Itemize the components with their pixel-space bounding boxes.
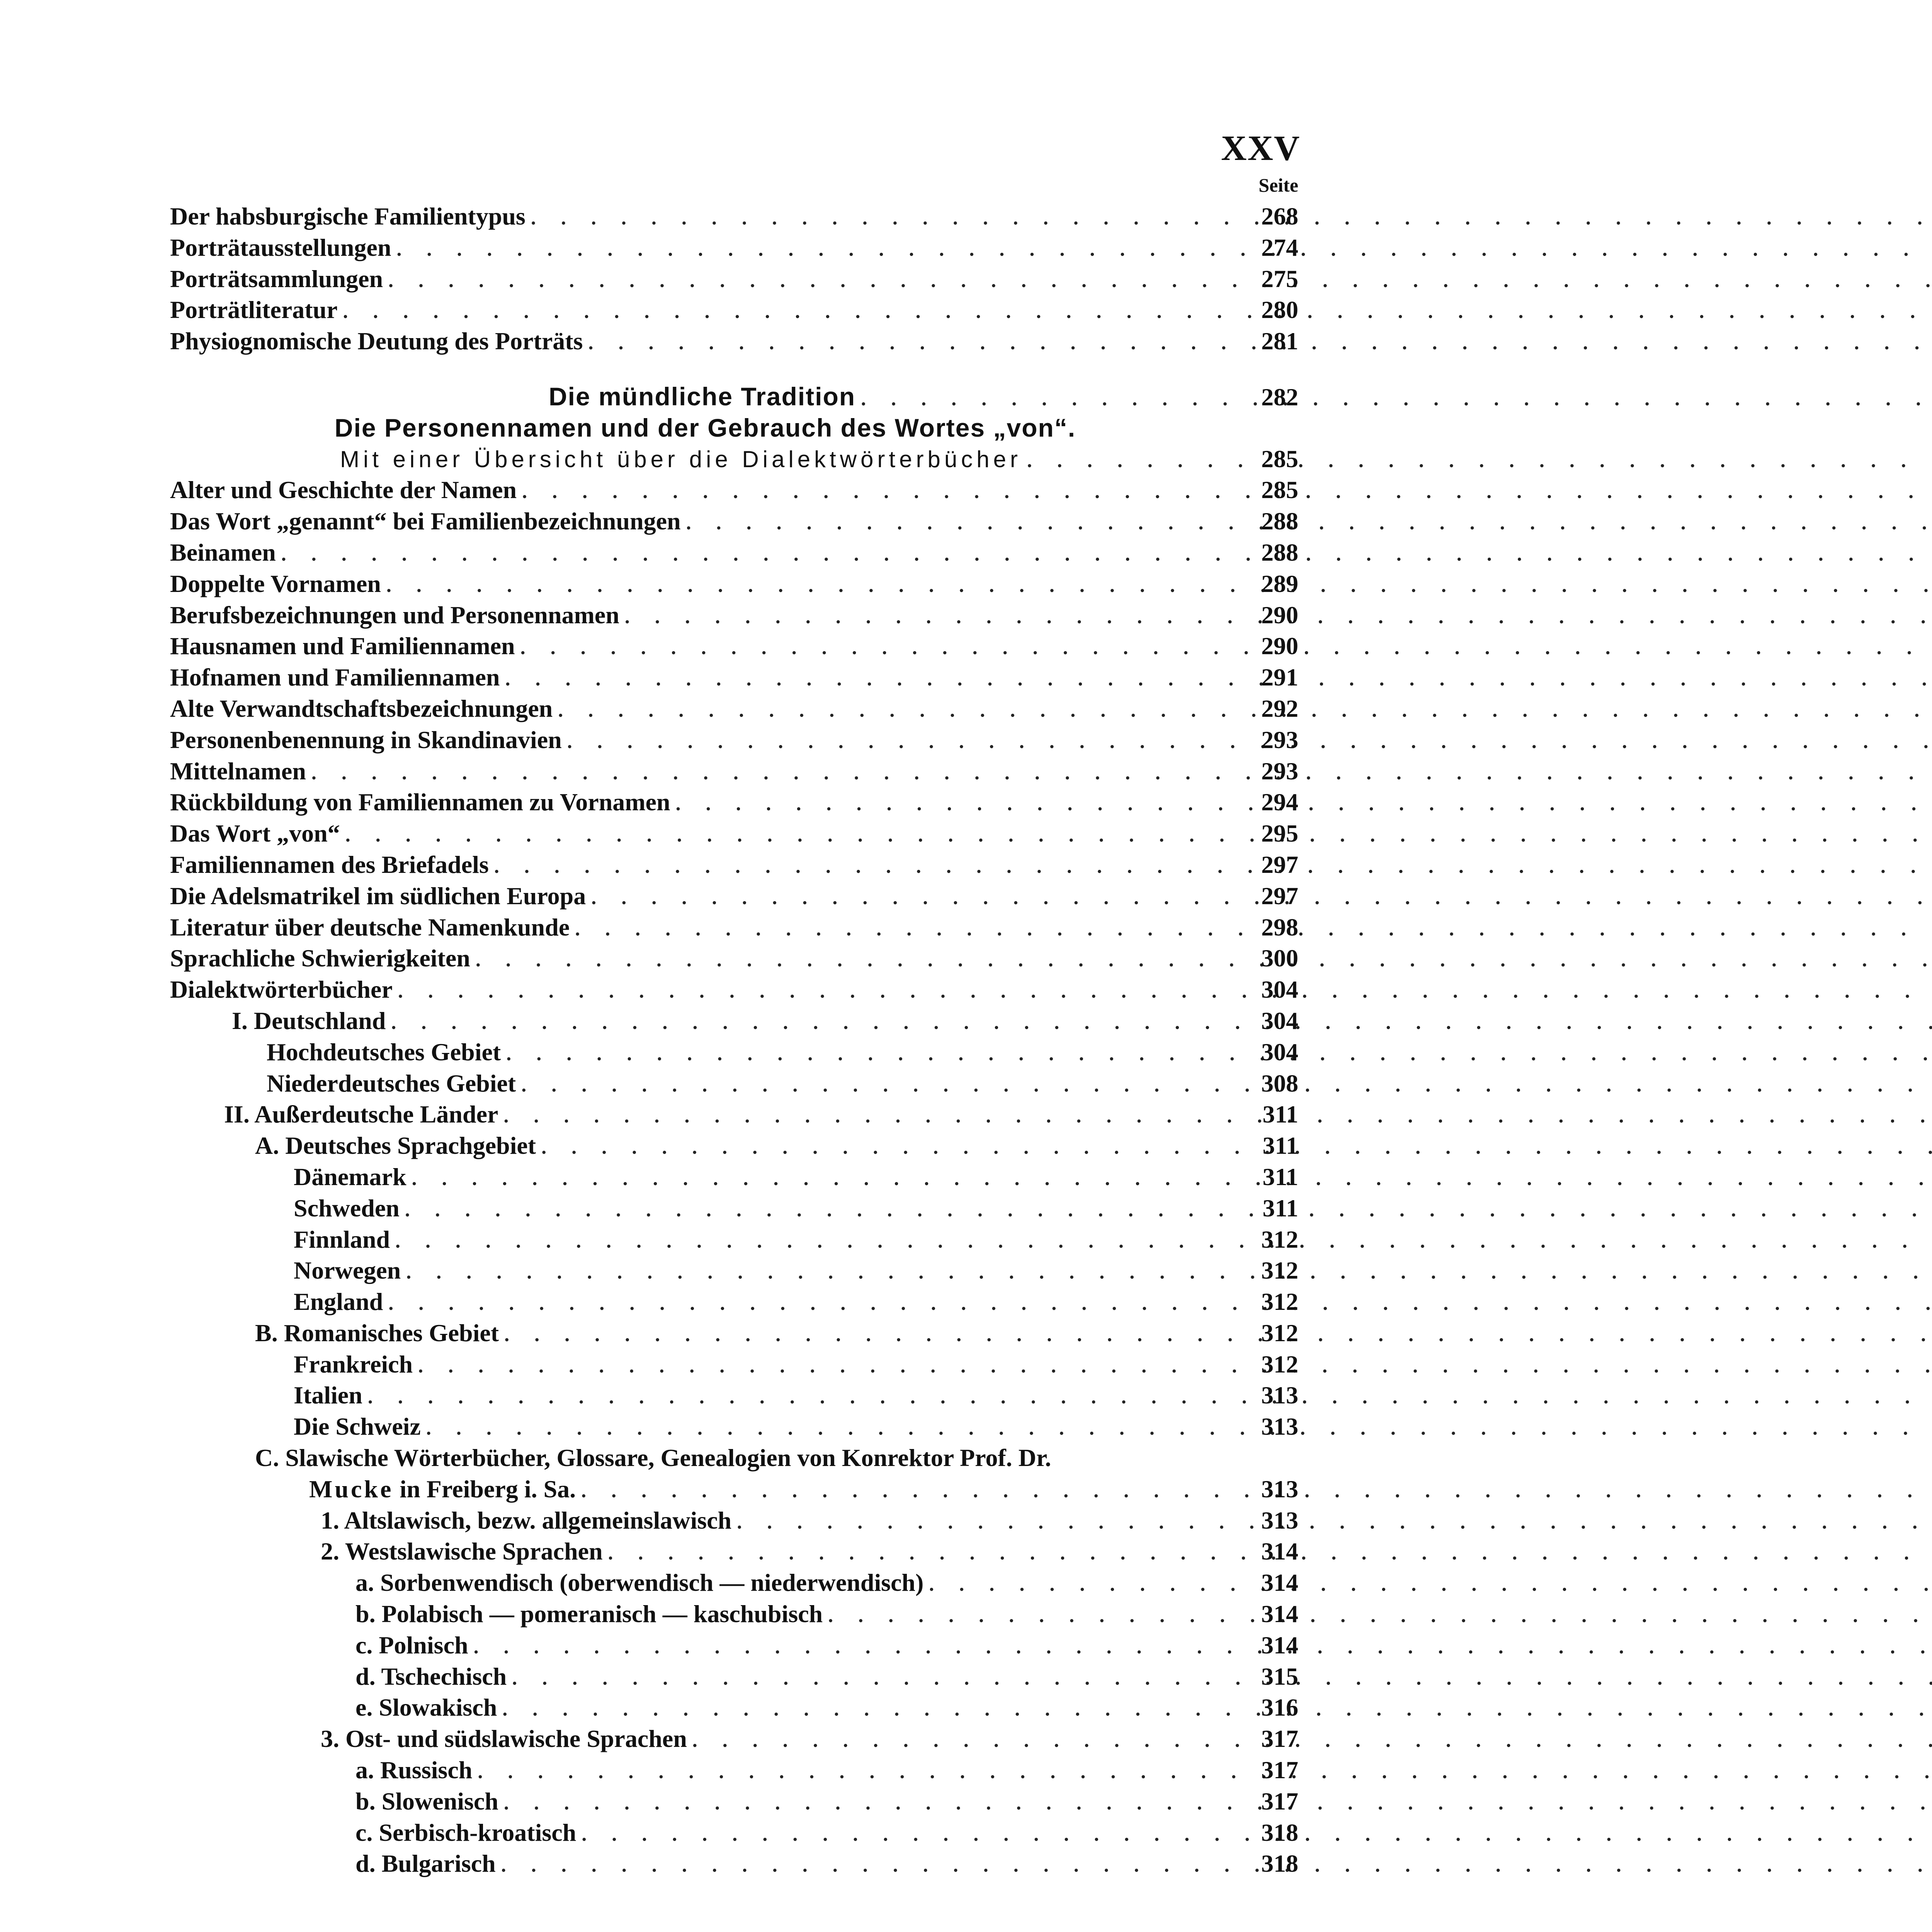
dot-leader bbox=[362, 1382, 1240, 1413]
dot-leader bbox=[586, 883, 1240, 914]
toc-entry-title: 2. Westslawische Sprachen bbox=[321, 1537, 603, 1565]
toc-entry bbox=[170, 1162, 1298, 1193]
toc-entry bbox=[170, 631, 1298, 662]
dot-leader bbox=[500, 664, 1240, 695]
toc-entry-page: 313 bbox=[1261, 1475, 1298, 1503]
toc-entry bbox=[170, 1349, 1298, 1380]
toc-entry-title: England bbox=[294, 1288, 383, 1316]
toc-entry bbox=[170, 1130, 1298, 1162]
toc-entry-title: 3. Ost- und südslawische Sprachen bbox=[321, 1725, 687, 1753]
section-subtitle-continued bbox=[170, 444, 1298, 475]
toc-entry bbox=[170, 232, 1298, 264]
dot-leader bbox=[406, 1163, 1240, 1195]
page-number: XXV bbox=[1221, 128, 1301, 168]
dot-leader bbox=[507, 1663, 1240, 1694]
dot-leader bbox=[562, 726, 1240, 758]
toc-entry-page: 289 bbox=[1261, 570, 1298, 597]
toc-entry-page: 311 bbox=[1262, 1100, 1298, 1128]
toc-entry-page: 312 bbox=[1261, 1288, 1298, 1316]
toc-entry bbox=[170, 1692, 1298, 1723]
toc-entry bbox=[170, 974, 1298, 1005]
toc-entry-page: 304 bbox=[1261, 1038, 1298, 1066]
toc-entry-page: 308 bbox=[1261, 1069, 1298, 1097]
toc-entry-title: Der habsburgische Familientypus bbox=[170, 202, 526, 230]
toc-entry-title: Dialektwörterbücher bbox=[170, 976, 393, 1003]
toc-entry bbox=[170, 568, 1298, 600]
toc-entry-page: 314 bbox=[1261, 1600, 1298, 1628]
toc-entry-title: a. Russisch bbox=[355, 1756, 473, 1784]
toc-entry-page: 313 bbox=[1261, 1506, 1298, 1534]
dot-leader bbox=[421, 1413, 1240, 1444]
toc-entry-title: Mittelnamen bbox=[170, 757, 306, 785]
toc-entry bbox=[170, 1318, 1298, 1349]
toc-entry bbox=[170, 1723, 1298, 1755]
toc-entry-page: 316 bbox=[1261, 1694, 1298, 1721]
toc-entry-title: Italien bbox=[294, 1381, 362, 1409]
dot-leader bbox=[576, 1476, 1240, 1507]
toc-entry bbox=[170, 600, 1298, 631]
toc-entry-heading: C. Slawische Wörterbücher, Glossare, Genealogien von Konrektor Prof. Dr. bbox=[255, 1444, 1051, 1472]
toc-entry bbox=[170, 818, 1298, 849]
dot-leader bbox=[536, 1132, 1240, 1163]
toc-entry bbox=[170, 1817, 1298, 1849]
dot-leader bbox=[619, 602, 1240, 633]
toc-entry-title: Sprachliche Schwierigkeiten bbox=[170, 944, 470, 972]
toc-entry-title: Die Schweiz bbox=[294, 1413, 421, 1440]
dot-leader bbox=[390, 1226, 1240, 1257]
dot-leader bbox=[498, 1101, 1240, 1132]
toc-entry-page: 312 bbox=[1261, 1257, 1298, 1284]
toc-entry-page: 281 bbox=[1261, 327, 1298, 355]
toc-entry-title: B. Romanisches Gebiet bbox=[255, 1319, 499, 1347]
dot-leader bbox=[276, 539, 1240, 570]
dot-leader bbox=[391, 234, 1240, 265]
toc-entry-title: Doppelte Vornamen bbox=[170, 570, 381, 597]
toc-entry-title: Hochdeutsches Gebiet bbox=[267, 1038, 501, 1066]
section-subtitle-page: 285 bbox=[1261, 445, 1298, 473]
dot-leader bbox=[681, 508, 1240, 539]
dot-leader bbox=[306, 758, 1240, 789]
toc-entry-page: 315 bbox=[1261, 1662, 1298, 1690]
toc-entry-page: 318 bbox=[1261, 1818, 1298, 1846]
toc-entry-title: Rückbildung von Familiennamen zu Vornamen bbox=[170, 788, 670, 816]
dot-leader bbox=[553, 695, 1240, 726]
toc-entry bbox=[170, 1848, 1298, 1879]
dot-leader bbox=[383, 265, 1240, 297]
toc-entry bbox=[170, 201, 1298, 232]
toc-entry-page: 291 bbox=[1261, 663, 1298, 691]
toc-entry bbox=[170, 506, 1298, 537]
toc-entry-title: d. Bulgarisch bbox=[355, 1850, 496, 1878]
dot-leader bbox=[498, 1788, 1240, 1819]
toc-entry bbox=[170, 693, 1298, 724]
toc-entry-page: 293 bbox=[1261, 757, 1298, 785]
toc-entry-page: 280 bbox=[1261, 296, 1298, 324]
author-name: Mucke bbox=[309, 1475, 394, 1503]
dot-leader bbox=[515, 633, 1240, 664]
toc-entry-page: 298 bbox=[1261, 913, 1298, 941]
dot-leader bbox=[401, 1257, 1240, 1288]
toc-entry-page: 314 bbox=[1261, 1537, 1298, 1565]
toc-entry bbox=[170, 1005, 1298, 1037]
toc-entry bbox=[170, 537, 1298, 568]
toc-entry-title: Dänemark bbox=[294, 1163, 406, 1190]
toc-entry bbox=[170, 912, 1298, 943]
dot-leader bbox=[517, 476, 1240, 508]
toc-entry-page: 313 bbox=[1261, 1413, 1298, 1440]
toc-entry bbox=[170, 474, 1298, 506]
section-subtitle: Die Personennamen und der Gebrauch des Wortes „von“. bbox=[334, 413, 1076, 442]
toc-entry-title: Alte Verwandtschaftsbezeichnungen bbox=[170, 694, 553, 722]
toc-entry-title: A. Deutsches Sprachgebiet bbox=[255, 1132, 536, 1160]
toc-entry-page: 304 bbox=[1261, 976, 1298, 1003]
dot-leader bbox=[576, 1819, 1240, 1850]
page-column-label: Seite bbox=[1259, 174, 1298, 196]
toc-entry bbox=[170, 264, 1298, 295]
toc-entry bbox=[170, 881, 1298, 912]
dot-leader bbox=[338, 296, 1240, 328]
toc-entry-title: Niederdeutsches Gebiet bbox=[267, 1069, 516, 1097]
dot-leader bbox=[923, 1569, 1240, 1600]
toc-entry-page: 317 bbox=[1261, 1756, 1298, 1784]
toc-entry-title: Alter und Geschichte der Namen bbox=[170, 476, 517, 504]
toc-entry-title: Die Adelsmatrikel im südlichen Europa bbox=[170, 882, 586, 910]
toc-entry bbox=[170, 1068, 1298, 1099]
toc-entry bbox=[170, 1536, 1298, 1567]
toc-entry bbox=[170, 1224, 1298, 1255]
toc-entry bbox=[170, 1567, 1298, 1599]
toc-entry-title: Porträtsammlungen bbox=[170, 265, 383, 293]
toc-entry-title: Hausnamen und Familiennamen bbox=[170, 632, 515, 660]
toc-entry bbox=[170, 724, 1298, 756]
toc-entry bbox=[170, 1599, 1298, 1630]
toc-entry-page: 317 bbox=[1261, 1787, 1298, 1815]
toc-entry-title bbox=[309, 1474, 576, 1505]
section-page: 282 bbox=[1261, 383, 1298, 411]
toc-entry-page: 294 bbox=[1261, 788, 1298, 816]
toc-entry bbox=[170, 662, 1298, 693]
toc-entry bbox=[170, 1037, 1298, 1068]
toc-entry-page: 311 bbox=[1262, 1163, 1298, 1190]
dot-leader bbox=[497, 1694, 1240, 1725]
toc-entry-title: Das Wort „genannt“ bei Familienbezeichnungen bbox=[170, 507, 681, 535]
toc-entry bbox=[170, 1193, 1298, 1224]
toc-entry-page: 268 bbox=[1261, 202, 1298, 230]
toc-entry-page: 295 bbox=[1261, 820, 1298, 847]
dot-leader bbox=[381, 570, 1240, 602]
dot-leader bbox=[470, 945, 1240, 976]
dot-leader bbox=[413, 1351, 1240, 1382]
toc-entry bbox=[170, 326, 1298, 357]
toc-entry-title: Physiognomische Deutung des Porträts bbox=[170, 327, 583, 355]
dot-leader bbox=[731, 1507, 1240, 1538]
toc-entry bbox=[170, 1286, 1298, 1318]
dot-leader bbox=[855, 384, 1240, 415]
section-heading bbox=[170, 381, 1298, 412]
toc-entry-page: 297 bbox=[1261, 850, 1298, 878]
toc-entry-title: Schweden bbox=[294, 1194, 400, 1222]
toc-entry bbox=[170, 1474, 1298, 1505]
toc-entry-page: 312 bbox=[1261, 1225, 1298, 1253]
toc-entry-page: 304 bbox=[1261, 1007, 1298, 1034]
toc-entry bbox=[170, 849, 1298, 881]
section-subtitle-text: Mit einer Übersicht über die Dialektwörterbücher bbox=[340, 446, 1022, 472]
spacer bbox=[170, 357, 1298, 381]
toc-entry-page: 285 bbox=[1261, 476, 1298, 504]
toc-entry-title: b. Polabisch — pomeranisch — kaschubisch bbox=[355, 1600, 823, 1628]
toc-entry bbox=[170, 1630, 1298, 1661]
toc-entry-title: I. Deutschland bbox=[232, 1007, 386, 1034]
toc-entry-title: 1. Altslawisch, bezw. allgemeinslawisch bbox=[321, 1506, 732, 1534]
toc-entry-title: Personenbenennung in Skandinavien bbox=[170, 726, 562, 753]
toc-entry bbox=[170, 1380, 1298, 1411]
toc-entry-title: Berufsbezeichnungen und Personennamen bbox=[170, 601, 619, 629]
dot-leader bbox=[1022, 446, 1240, 477]
dot-leader bbox=[526, 203, 1240, 234]
toc-entry-page: 274 bbox=[1261, 233, 1298, 261]
toc-entry bbox=[170, 294, 1298, 326]
toc-entry bbox=[170, 1411, 1298, 1442]
toc-entry-page: 290 bbox=[1261, 632, 1298, 660]
toc-entry-page: 317 bbox=[1261, 1725, 1298, 1753]
dot-leader bbox=[670, 789, 1241, 820]
toc-entry-title: Porträtliteratur bbox=[170, 296, 338, 324]
dot-leader bbox=[393, 976, 1240, 1007]
dot-leader bbox=[501, 1039, 1240, 1070]
toc-entry-page: 293 bbox=[1261, 726, 1298, 753]
dot-leader bbox=[570, 914, 1240, 945]
dot-leader bbox=[496, 1850, 1240, 1881]
dot-leader bbox=[340, 820, 1240, 851]
dot-leader bbox=[468, 1632, 1240, 1663]
toc-entry-page: 318 bbox=[1261, 1850, 1298, 1878]
dot-leader bbox=[489, 851, 1240, 883]
toc-entry-title: Literatur über deutsche Namenkunde bbox=[170, 913, 570, 941]
dot-leader bbox=[383, 1288, 1240, 1320]
dot-leader bbox=[499, 1320, 1240, 1351]
toc-entry-title: II. Außerdeutsche Länder bbox=[224, 1100, 498, 1128]
toc-entry-title: Frankreich bbox=[294, 1350, 413, 1378]
toc-entry-title-rest: in Freiberg i. Sa. bbox=[400, 1475, 576, 1503]
toc-entry-title: Finnland bbox=[294, 1225, 390, 1253]
dot-leader bbox=[386, 1007, 1240, 1039]
section-title: Die mündliche Tradition bbox=[549, 382, 856, 411]
dot-leader bbox=[472, 1757, 1240, 1788]
toc-entry-page: 313 bbox=[1261, 1381, 1298, 1409]
toc-entry-title: c. Serbisch-kroatisch bbox=[355, 1818, 577, 1846]
toc-entry-page: 275 bbox=[1261, 265, 1298, 293]
toc-entry-title: b. Slowenisch bbox=[355, 1787, 498, 1815]
toc-entry bbox=[170, 756, 1298, 787]
dot-leader bbox=[823, 1600, 1240, 1632]
toc-entry bbox=[170, 1099, 1298, 1130]
dot-leader bbox=[583, 328, 1240, 359]
toc-entry-page: 300 bbox=[1261, 944, 1298, 972]
toc-entry-title: a. Sorbenwendisch (oberwendisch — niederwendisch) bbox=[355, 1569, 924, 1597]
toc-entry bbox=[170, 1755, 1298, 1786]
toc-entry bbox=[170, 787, 1298, 818]
toc-entry-title: e. Slowakisch bbox=[355, 1694, 497, 1721]
dot-leader bbox=[603, 1538, 1240, 1569]
toc-entry-title: Beinamen bbox=[170, 538, 276, 566]
table-of-contents bbox=[170, 201, 1298, 1879]
dot-leader bbox=[687, 1725, 1240, 1757]
toc-entry-page: 288 bbox=[1261, 538, 1298, 566]
toc-entry-title: Hofnamen und Familiennamen bbox=[170, 663, 500, 691]
toc-entry-title: d. Tschechisch bbox=[355, 1662, 507, 1690]
toc-entry-page: 290 bbox=[1261, 601, 1298, 629]
toc-entry-title: Porträtausstellungen bbox=[170, 233, 391, 261]
toc-entry bbox=[170, 1786, 1298, 1817]
toc-entry-page: 312 bbox=[1261, 1350, 1298, 1378]
toc-entry-title: Familiennamen des Briefadels bbox=[170, 850, 489, 878]
toc-entry-page: 312 bbox=[1261, 1319, 1298, 1347]
toc-entry-page: 314 bbox=[1261, 1631, 1298, 1659]
toc-entry bbox=[170, 1505, 1298, 1536]
toc-entry-page: 288 bbox=[1261, 507, 1298, 535]
toc-entry bbox=[170, 943, 1298, 974]
toc-entry-title: Norwegen bbox=[294, 1257, 401, 1284]
toc-entry-title: Das Wort „von“ bbox=[170, 820, 340, 847]
toc-entry bbox=[170, 1661, 1298, 1692]
toc-entry-page: 314 bbox=[1261, 1569, 1298, 1597]
toc-entry-page: 292 bbox=[1261, 694, 1298, 722]
toc-entry-page: 311 bbox=[1262, 1132, 1298, 1160]
dot-leader bbox=[516, 1070, 1240, 1101]
dot-leader bbox=[400, 1195, 1240, 1226]
toc-entry-title: c. Polnisch bbox=[355, 1631, 468, 1659]
toc-entry-page: 297 bbox=[1261, 882, 1298, 910]
toc-entry bbox=[170, 1255, 1298, 1286]
toc-entry-page: 311 bbox=[1262, 1194, 1298, 1222]
